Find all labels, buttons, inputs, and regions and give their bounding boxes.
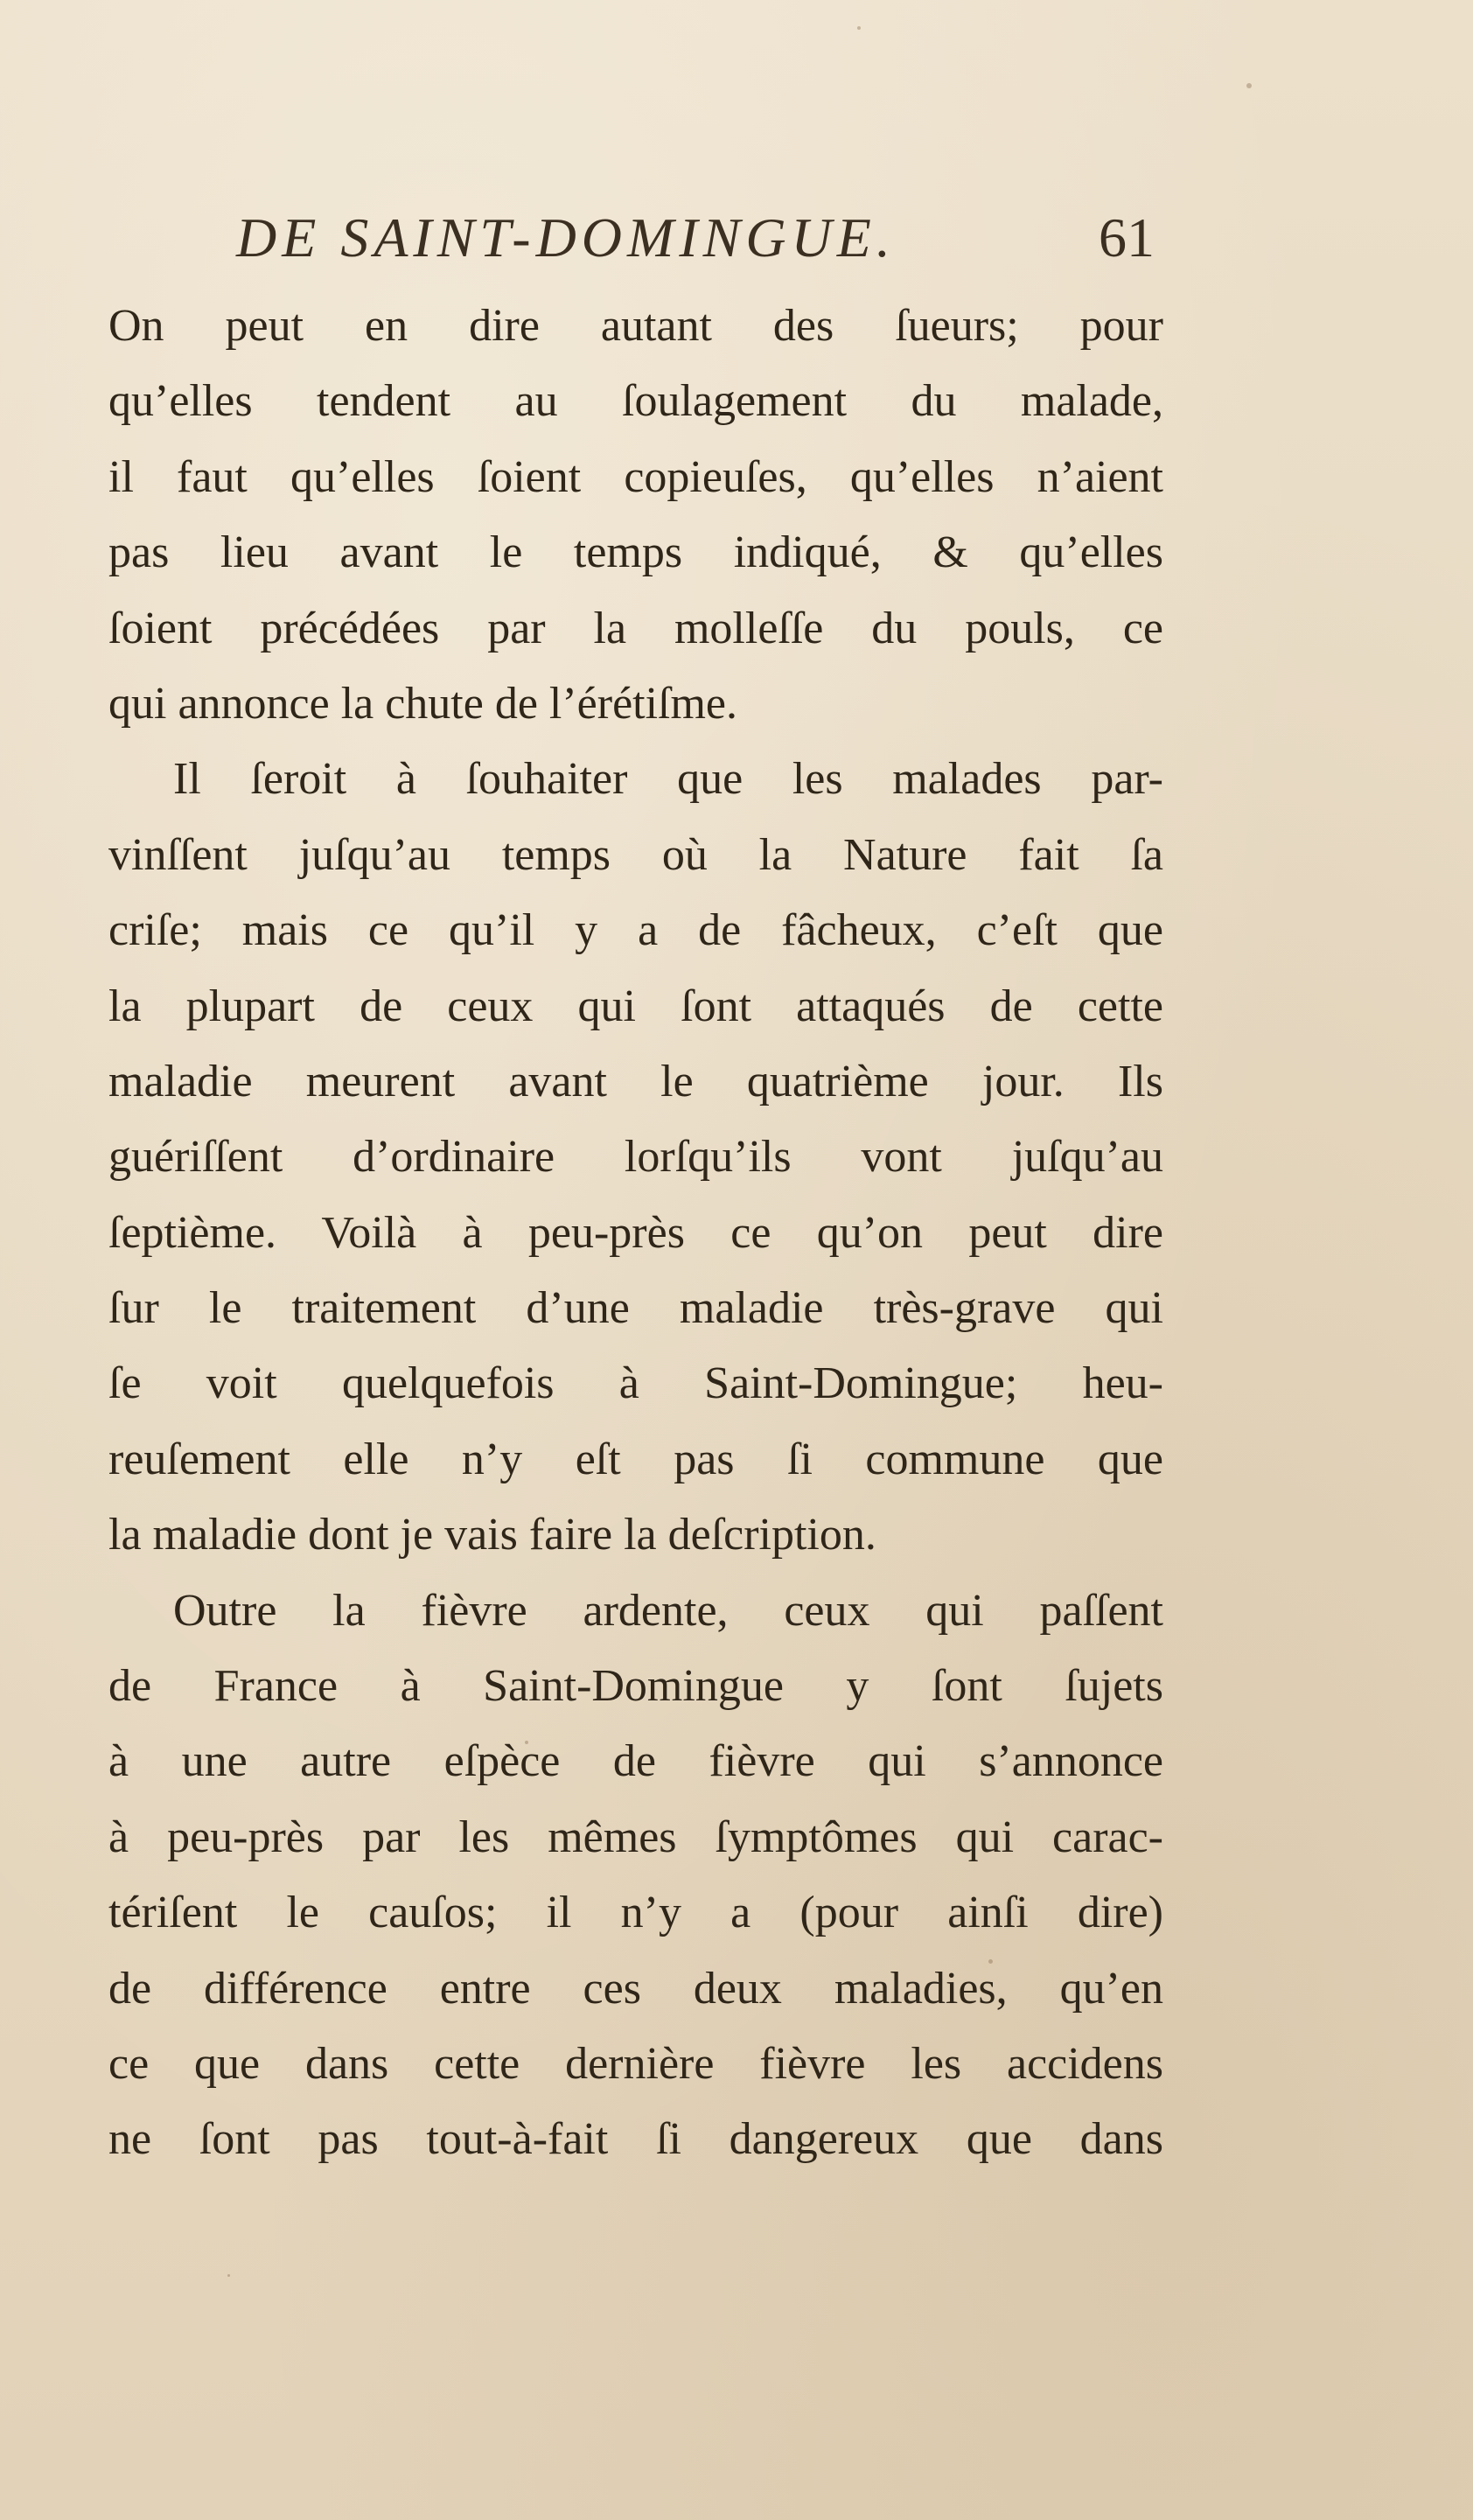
paper-speck [1246, 83, 1252, 88]
text-line: ſeptième. Voilà à peu-près ce qu’on peut dire [108, 1207, 1163, 1258]
text-line: vinſſent juſqu’au temps où la Nature fait ſa [108, 829, 1163, 880]
running-title: DE SAINT-DOMINGUE. [236, 206, 896, 269]
text-line: Il ſeroit à ſouhaiter que les malades par- [173, 754, 1163, 805]
text-line: qu’elles tendent au ſoulagement du malade, [108, 376, 1163, 427]
text-line: la maladie dont je vais faire la deſcription. [108, 1510, 876, 1560]
text-line: On peut en dire autant des ſueurs; pour [108, 301, 1163, 351]
text-line: la plupart de ceux qui ſont attaqués de cette [108, 981, 1163, 1031]
text-line: reuſement elle n’y eſt pas ſi commune que [108, 1434, 1163, 1484]
body-text [108, 289, 1163, 2178]
text-line: Outre la fièvre ardente, ceux qui paſſent [173, 1585, 1163, 1636]
paper-speck [227, 2274, 230, 2277]
text-line: ne ſont pas tout-à-fait ſi dangereux que dans [108, 2114, 1163, 2165]
text-line: de France à Saint-Domingue y ſont ſujets [108, 1661, 1163, 1712]
text-line: guériſſent d’ordinaire lorſqu’ils vont juſqu’au [108, 1132, 1163, 1183]
text-line: de différence entre ces deux maladies, qu’en [108, 1963, 1163, 2014]
text-line: pas lieu avant le temps indiqué, & qu’elles [108, 527, 1163, 578]
text-line: ſoient précédées par la molleſſe du pouls, ce [108, 603, 1163, 653]
text-line: à une autre eſpèce de fièvre qui s’annonce [108, 1736, 1163, 1787]
text-line: à peu-près par les mêmes ſymptômes qui carac- [108, 1811, 1163, 1862]
text-line: il faut qu’elles ſoient copieuſes, qu’elles n’aient [108, 451, 1163, 502]
text-line: qui annonce la chute de l’érétiſme. [108, 678, 738, 729]
page-header [236, 206, 1155, 284]
page-number: 61 [1099, 206, 1155, 269]
text-line: ſur le traitement d’une maladie très-grave qui [108, 1283, 1163, 1334]
text-line: criſe; mais ce qu’il y a de fâcheux, c’eſt que [108, 905, 1163, 956]
text-line: ce que dans cette dernière fièvre les accidens [108, 2038, 1163, 2089]
paper-speck [857, 26, 861, 30]
text-line: tériſent le cauſos; il n’y a (pour ainſi dire) [108, 1888, 1163, 1938]
text-line: maladie meurent avant le quatrième jour. Ils [108, 1056, 1163, 1106]
text-line: ſe voit quelquefois à Saint-Domingue; heu- [108, 1358, 1163, 1409]
